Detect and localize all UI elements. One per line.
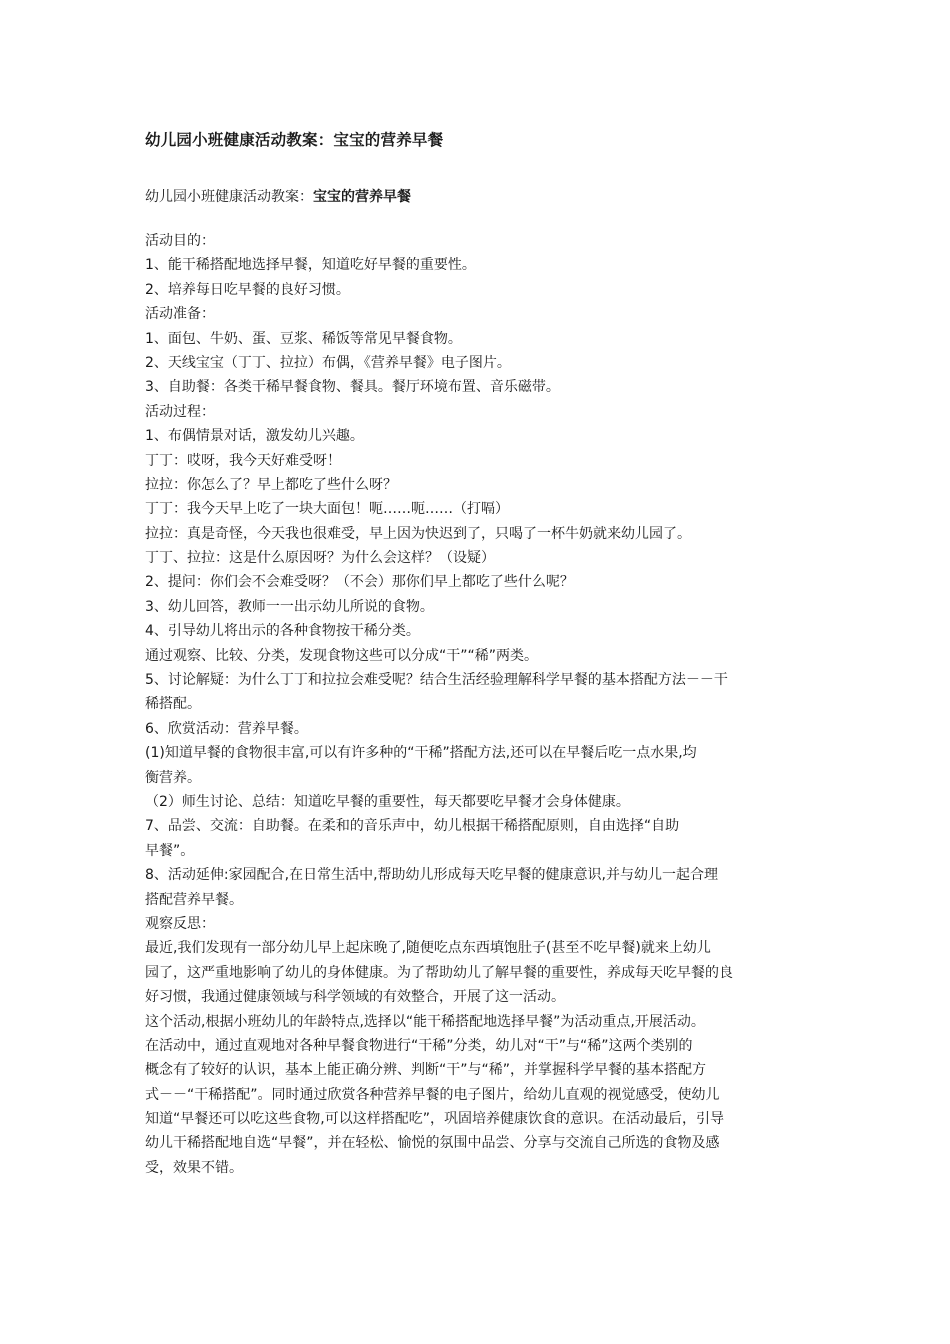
- text-line: 幼儿干稀搭配地自选“早餐”，并在轻松、愉悦的氛围中品尝、分享与交流自己所选的食物及感: [145, 1135, 720, 1152]
- document-title: 幼儿园小班健康活动教案：宝宝的营养早餐: [145, 131, 444, 149]
- text-line: 园了，这严重地影响了幼儿的身体健康。为了帮助幼儿了解早餐的重要性，养成每天吃早餐的良: [145, 964, 733, 981]
- document-body: [145, 229, 810, 1180]
- text-line: 概念有了较好的认识，基本上能正确分辨、判断“干”与“稀”，并掌握科学早餐的基本搭配方: [145, 1062, 707, 1079]
- text-line: 稀搭配。: [145, 696, 201, 713]
- text-line: 早餐”。: [145, 842, 195, 859]
- text-line: 拉拉：你怎么了？早上都吃了些什么呀？: [145, 476, 397, 493]
- text-line: 1、面包、牛奶、蛋、豆浆、稀饭等常见早餐食物。: [145, 330, 462, 347]
- text-line: 1、能干稀搭配地选择早餐，知道吃好早餐的重要性。: [145, 257, 476, 274]
- text-line: 2、培养每日吃早餐的良好习惯。: [145, 281, 350, 298]
- text-line: 式－－“干稀搭配”。同时通过欣赏各种营养早餐的电子图片，给幼儿直观的视觉感受，使幼儿: [145, 1086, 720, 1103]
- text-line: (1)知道早餐的食物很丰富,可以有许多种的“干稀”搭配方法,还可以在早餐后吃一点水果,均: [145, 745, 697, 762]
- text-line: 5、讨论解疑：为什么丁丁和拉拉会难受呢？结合生活经验理解科学早餐的基本搭配方法－－干: [145, 672, 728, 689]
- text-line: 拉拉：真是奇怪，今天我也很难受，早上因为快迟到了，只喝了一杯牛奶就来幼儿园了。: [145, 525, 691, 542]
- text-line: 丁丁：我今天早上吃了一块大面包！呃……呃……（打嗝）: [145, 501, 509, 518]
- text-line: 通过观察、比较、分类，发现食物这些可以分成“干”“稀”两类。: [145, 647, 539, 664]
- text-line: 6、欣赏活动：营养早餐。: [145, 720, 308, 737]
- text-line: 3、幼儿回答，教师一一出示幼儿所说的食物。: [145, 598, 434, 615]
- text-line: 3、自助餐：各类干稀早餐食物、餐具。餐厅环境布置、音乐磁带。: [145, 379, 560, 396]
- text-line: 好习惯，我通过健康领域与科学领域的有效整合，开展了这一活动。: [145, 989, 565, 1006]
- subtitle-prefix: 幼儿园小班健康活动教案：: [145, 189, 313, 205]
- text-line: 活动过程：: [145, 403, 215, 420]
- text-line: 1、布偶情景对话，激发幼儿兴趣。: [145, 428, 364, 445]
- text-line: 活动目的：: [145, 233, 215, 249]
- text-line: 活动准备：: [145, 306, 215, 323]
- text-line: 2、提问：你们会不会难受呀？（不会）那你们早上都吃了些什么呢？: [145, 574, 574, 591]
- text-line: 丁丁：哎呀，我今天好难受呀！: [145, 452, 341, 469]
- text-line: （2）师生讨论、总结：知道吃早餐的重要性，每天都要吃早餐才会身体健康。: [145, 793, 630, 810]
- text-line: 在活动中，通过直观地对各种早餐食物进行“干稀”分类，幼儿对“干”与“稀”这两个类别的: [145, 1037, 693, 1054]
- subtitle-emphasis: 宝宝的营养早餐: [313, 189, 411, 205]
- text-line: 2、天线宝宝（丁丁、拉拉）布偶，《营养早餐》电子图片。: [145, 354, 511, 371]
- text-line: 受，效果不错。: [145, 1159, 243, 1176]
- text-line: 衡营养。: [145, 769, 201, 786]
- text-line: 8、活动延伸:家园配合,在日常生活中,帮助幼儿形成每天吃早餐的健康意识,并与幼儿一起合理: [145, 867, 718, 884]
- document-subtitle: [145, 186, 411, 206]
- text-line: 这个活动,根据小班幼儿的年龄特点,选择以“能干稀搭配地选择早餐”为活动重点,开展活动。: [145, 1013, 705, 1030]
- text-line: 知道“早餐还可以吃这些食物,可以这样搭配吃”，巩固培养健康饮食的意识。在活动最后，引导: [145, 1111, 724, 1128]
- text-line: 观察反思：: [145, 915, 215, 932]
- text-line: 4、引导幼儿将出示的各种食物按干稀分类。: [145, 623, 420, 640]
- text-line: 最近,我们发现有一部分幼儿早上起床晚了,随便吃点东西填饱肚子(甚至不吃早餐)就来上幼儿: [145, 940, 711, 957]
- text-line: 7、品尝、交流：自助餐。在柔和的音乐声中，幼儿根据干稀搭配原则，自由选择“自助: [145, 818, 680, 835]
- text-line: 搭配营养早餐。: [145, 891, 243, 908]
- text-line: 丁丁、拉拉：这是什么原因呀？为什么会这样？（设疑）: [145, 550, 495, 567]
